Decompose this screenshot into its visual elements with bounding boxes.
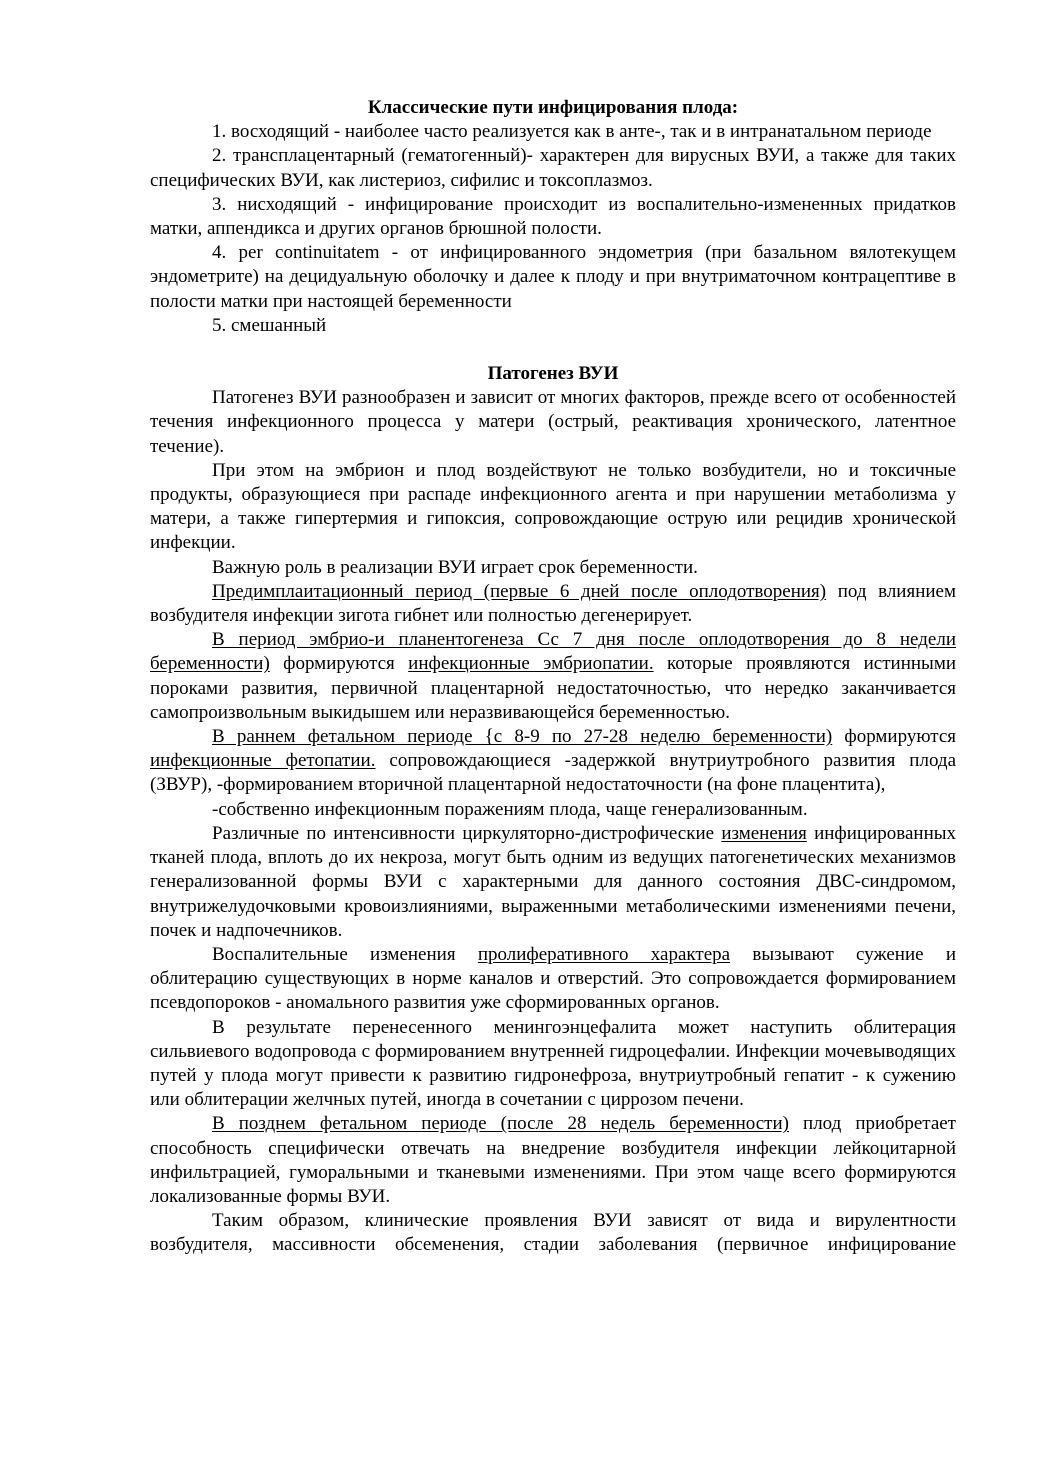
paragraph [150,943,956,1016]
underlined-text: В раннем фетальном периоде {с 8-9 по 27-28 неделю беременности) [212,726,833,748]
list-item [150,193,956,241]
paragraph [150,628,956,725]
paragraph [150,725,956,798]
infection-routes-list [150,120,956,338]
list-item [150,120,956,144]
list-item-number: 3. [212,193,227,215]
paragraph: Важную роль в реализации ВУИ играет срок беременности. [212,556,698,578]
underlined-text: инфекционные эмбриопатии. [408,653,654,675]
list-item-text: per continuitatem - от инфицированного эндометрия (при базальном вялотекущем эндометрите) на децидуальную оболочку и далее к плоду и при внутриматочном контрацептиве в полости матки при настоящей беременности [150,242,957,312]
paragraph-text: формируются [269,653,409,675]
paragraph-text: Воспалительные изменения [212,943,478,965]
paragraph-text: Различные по интенсивности циркуляторно-дистрофические [212,822,722,844]
underlined-text: В период эмбрио-и планентогенеза Сс 7 дня после оплодотворения до 8 недели беременности) [150,629,956,675]
list-item-text: смешанный [231,314,327,336]
paragraph-text: сопровождающиеся -задержкой внутриутробного развития плода (ЗВУР), -формированием вторичной плацентарной недостаточности (на фоне плацентита), [150,750,957,796]
list-item-text: нисходящий - инфицирование происходит из воспалительно-измененных придатков матки, аппендикса и других органов брюшной полости. [150,193,957,240]
underlined-text: пролиферативного характера [477,943,731,965]
paragraph-text: вызывают сужение и облитерацию существующих в норме каналов и отверстий. Это сопровождается формированием псевдопороков - аномального развития уже сформированных органов. [150,943,956,1014]
paragraph [150,580,956,628]
paragraph-text: которые проявляются истинными пороками развития, первичной плацентарной недостаточностью, что нередко заканчивается самопроизвольным выкидышем или неразвивающейся беременностью. [150,653,957,723]
section-title-pathogenesis: Патогенез ВУИ [487,363,619,385]
paragraph [150,1112,956,1209]
paragraph-text: инфицированных тканей плода, вплоть до их некроза, могут быть одним из ведущих патогенетических механизмов генерализованной формы ВУИ с характерными для данного состояния ДВС-синдромом, внутрижелудочковыми кровоизлияниями, выраженными метаболическими изменениями печени, почек и надпочечников. [150,822,957,941]
list-item [150,314,956,338]
list-item-number: 2. [212,145,227,167]
list-item-number: 5. [212,314,227,336]
list-item [150,144,956,192]
list-item-text: трансплацентарный (гематогенный)- характерен для вирусных ВУИ, а также для таких специфических ВУИ, как листериоз, сифилис и токсоплазмоз. [150,145,957,191]
list-item-text: восходящий - наиболее часто реализуется как в анте-, так и в интранатальном периоде [231,121,932,143]
underlined-text: В позднем фетальном периоде (после 28 недель беременности) [212,1113,789,1135]
section-title-infection-routes: Классические пути инфицирования плода: [367,97,739,118]
paragraph-text: плод приобретает способность специфически отвечать на внедрение возбудителя инфекции лейкоцитарной инфильтрацией, гуморальными и тканевыми изменениями. При этом чаще всего формируются локализованные формы ВУИ. [150,1113,956,1207]
paragraph [150,822,956,943]
list-item-number: 4. [212,242,227,264]
list-item-number: 1. [212,121,227,143]
paragraph: Таким образом, клинические проявления ВУИ зависят от вида и вирулентности возбудителя, массивности обсеменения, стадии заболевания (первичное инфицирование [150,1210,956,1256]
paragraph: Патогенез ВУИ разнообразен и зависит от многих факторов, прежде всего от особенностей течения инфекционного процесса у матери (острый, реактивация хронического, латентное течение). [150,387,956,457]
paragraph: -собственно инфекционным поражениям плода, чаще генерализованным. [212,798,808,820]
paragraph: При этом на эмбрион и плод воздействуют не только возбудители, но и токсичные продукты, образующиеся при распаде инфекционного агента и при нарушении метаболизма у матери, а также гипертермия и гипоксия, сопровождающие острую или рецидив хронической инфекции. [150,459,956,554]
underlined-text: изменения [721,822,807,844]
underlined-text: Предимплаитационный период (первые 6 дней после оплодотворения) [212,580,827,602]
paragraph-text: под влиянием возбудителя инфекции зигота гибнет или полностью дегенерирует. [150,580,956,627]
paragraph: В результате перенесенного менингоэнцефалита может наступить облитерация сильвиевого водопровода с формированием внутренней гидроцефалии. Инфекции мочевыводящих путей у плода могут привести к развитию гидронефроза, внутриутробный гепатит - к сужению или облитерации желчных путей, иногда в сочетании с циррозом печени. [150,1016,956,1111]
underlined-text: инфекционные фетопатии. [150,750,376,772]
list-item [150,241,956,314]
document-page [150,96,956,1258]
paragraph-text: формируются [832,726,957,748]
